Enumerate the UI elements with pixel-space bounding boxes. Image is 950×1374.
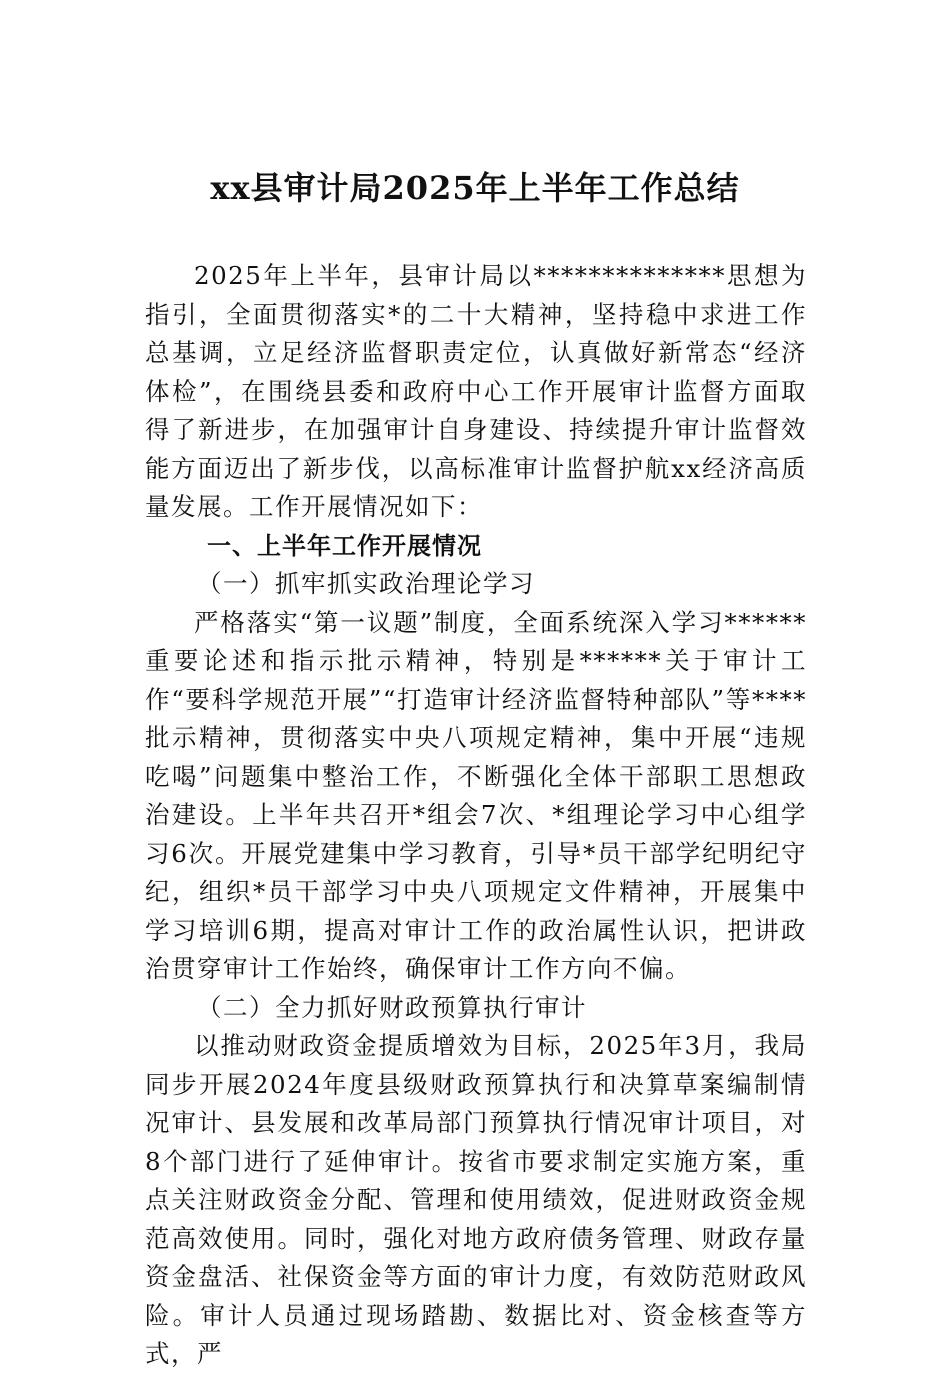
subsection-heading-1: （一）抓牢抓实政治理论学习 xyxy=(197,569,535,598)
document-body xyxy=(145,257,807,1374)
subsection-heading-2: （二）全力抓好财政预算执行审计 xyxy=(197,992,587,1022)
section-heading: 一、上半年工作开展情况 xyxy=(207,531,482,560)
intro-paragraph: 2025年上半年，县审计局以**************思想为指引，全面贯彻落实*的二十大精神，坚持稳中求进工作总基调，立足经济监督职责定位，认真做好新常态“经济体检”，在围绕县委和政府中心工作开展审计监督方面取得了新进步，在加强审计自身建设、持续提升审计监督效能方面迈出了新步伐，以高标准审计监督护航xx经济高质量发展。工作开展情况如下： xyxy=(145,261,807,521)
document-title: xx县审计局2025年上半年工作总结 xyxy=(210,169,740,207)
subsection-paragraph-1: 严格落实“第一议题”制度，全面系统深入学习******重要论述和指示批示精神，特别是******关于审计工作“要科学规范开展”“打造审计经济监督特种部队”等****批示精神，贯彻落实中央八项规定精神，集中开展“违规吃喝”问题集中整治工作，不断强化全体干部职工思想政治建设。上半年共召开*组会7次、*组理论学习中心组学习6次。开展党建集中学习教育，引导*员干部学纪明纪守纪，组织*员干部学习中央八项规定文件精神，开展集中学习培训6期，提高对审计工作的政治属性认识，把讲政治贯穿审计工作始终，确保审计工作方向不偏。 xyxy=(145,607,807,983)
subsection-paragraph-2: 以推动财政资金提质增效为目标，2025年3月，我局同步开展2024年度县级财政预算执行和决算草案编制情况审计、县发展和改革局部门预算执行情况审计项目，对8个部门进行了延伸审计。按省市要求制定实施方案，重点关注财政资金分配、管理和使用绩效，促进财政资金规范高效使用。同时，强化对地方政府债务管理、财政存量资金盘活、社保资金等方面的审计力度，有效防范财政风险。审计人员通过现场踏勘、数据比对、资金核查等方式，严 xyxy=(145,1031,807,1368)
